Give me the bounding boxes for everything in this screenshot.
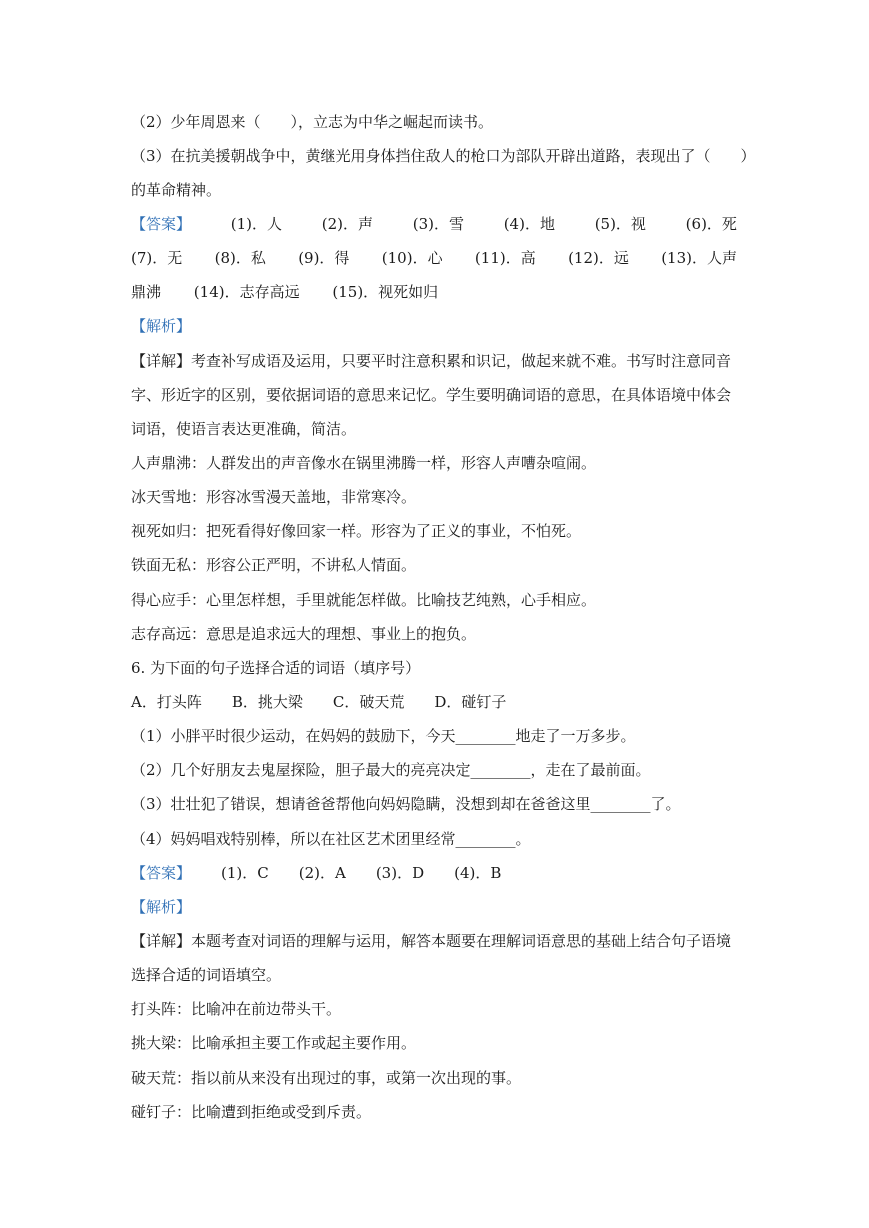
q5-detail-line1 <box>131 351 741 371</box>
q6-title: 6. 为下面的句子选择合适的词语（填序号） <box>131 659 421 677</box>
detail-text: 本题考查对词语的理解与运用，解答本题要在理解词语意思的基础上结合句子语境 <box>191 932 732 950</box>
answer-tag: 【答案】 <box>131 215 192 233</box>
q6-options: A．打头阵 B．挑大梁 C．破天荒 D．碰钉子 <box>131 693 507 711</box>
answer-item: (4)．地 <box>503 215 555 233</box>
q5-item-3-line2: 的革命精神。 <box>131 181 222 199</box>
answer-item: (15)．视死如归 <box>332 283 439 301</box>
q6-item: （1）小胖平时很少运动，在妈妈的鼓励下，今天________地走了一万多步。 <box>131 727 636 745</box>
q6-detail-line1 <box>131 931 741 951</box>
answer-item: (14)．志存高远 <box>193 283 300 301</box>
answer-item: 鼎沸 <box>131 283 162 301</box>
q6-item: （3）壮壮犯了错误，想请爸爸帮他向妈妈隐瞒，没想到却在爸爸这里________了。 <box>131 795 681 813</box>
q5-answer-row3 <box>131 282 741 302</box>
definition: 志存高远：意思是追求远大的理想、事业上的抱负。 <box>131 625 477 643</box>
answer-item: (3)．雪 <box>412 215 464 233</box>
q5-detail-line3: 词语，使语言表达更准确，简洁。 <box>131 420 357 438</box>
definition: 冰天雪地：形容冰雪漫天盖地，非常寒冷。 <box>131 488 417 506</box>
answer-item: (6)．死 <box>685 215 737 233</box>
q6-item: （2）几个好朋友去鬼屋探险，胆子最大的亮亮决定________，走在了最前面。 <box>131 761 651 779</box>
answer-item: (10)．心 <box>381 249 443 267</box>
q6-detail-line2: 选择合适的词语填空。 <box>131 966 282 984</box>
q5-item-3-line1: （3）在抗美援朝战争中，黄继光用身体挡住敌人的枪口为部队开辟出道路，表现出了（ ） <box>131 147 756 165</box>
answer-item: (1)．人 <box>230 215 282 233</box>
definition: 挑大梁：比喻承担主要工作或起主要作用。 <box>131 1034 417 1052</box>
definition: 人声鼎沸：人群发出的声音像水在锅里沸腾一样，形容人声嘈杂喧闹。 <box>131 454 597 472</box>
answer-item: (11)．高 <box>474 249 536 267</box>
definition: 视死如归：把死看得好像回家一样。形容为了正义的事业，不怕死。 <box>131 522 582 540</box>
answer-tag: 【答案】 <box>131 864 192 882</box>
definition: 破天荒：指以前从来没有出现过的事，或第一次出现的事。 <box>131 1069 522 1087</box>
answer-item: (7)．无 <box>131 249 183 267</box>
definition: 得心应手：心里怎样想，手里就能怎样做。比喻技艺纯熟，心手相应。 <box>131 591 597 609</box>
answer-text: (1)．C (2)．A (3)．D (4)．B <box>221 864 502 882</box>
detail-tag: 【详解】 <box>131 932 192 950</box>
answer-item: (13)．人声 <box>661 249 737 267</box>
answer-item: (8)．私 <box>214 249 266 267</box>
answer-item: (5)．视 <box>594 215 646 233</box>
detail-text: 考查补写成语及运用，只要平时注意积累和识记，做起来就不难。书写时注意同音 <box>191 352 732 370</box>
detail-tag: 【详解】 <box>131 352 192 370</box>
answer-item: (12)．远 <box>568 249 629 267</box>
q6-answer <box>131 863 741 883</box>
q6-item: （4）妈妈唱戏特别棒，所以在社区艺术团里经常________。 <box>131 830 531 848</box>
q5-item-2: （2）少年周恩来（ ），立志为中华之崛起而读书。 <box>131 113 494 131</box>
q5-answer-row1 <box>131 214 741 234</box>
answer-item: (9)．得 <box>298 249 350 267</box>
q6-analysis-tag: 【解析】 <box>131 898 192 916</box>
q5-detail-line2: 字、形近字的区别，要依据词语的意思来记忆。学生要明确词语的意思，在具体语境中体会 <box>131 386 732 404</box>
definition: 碰钉子：比喻遭到拒绝或受到斥责。 <box>131 1103 372 1121</box>
q5-answer-row2 <box>131 248 741 268</box>
definition: 铁面无私：形容公正严明，不讲私人情面。 <box>131 556 417 574</box>
answer-item: (2)．声 <box>321 215 373 233</box>
definition: 打头阵：比喻冲在前边带头干。 <box>131 1000 342 1018</box>
q5-analysis-tag: 【解析】 <box>131 317 192 335</box>
